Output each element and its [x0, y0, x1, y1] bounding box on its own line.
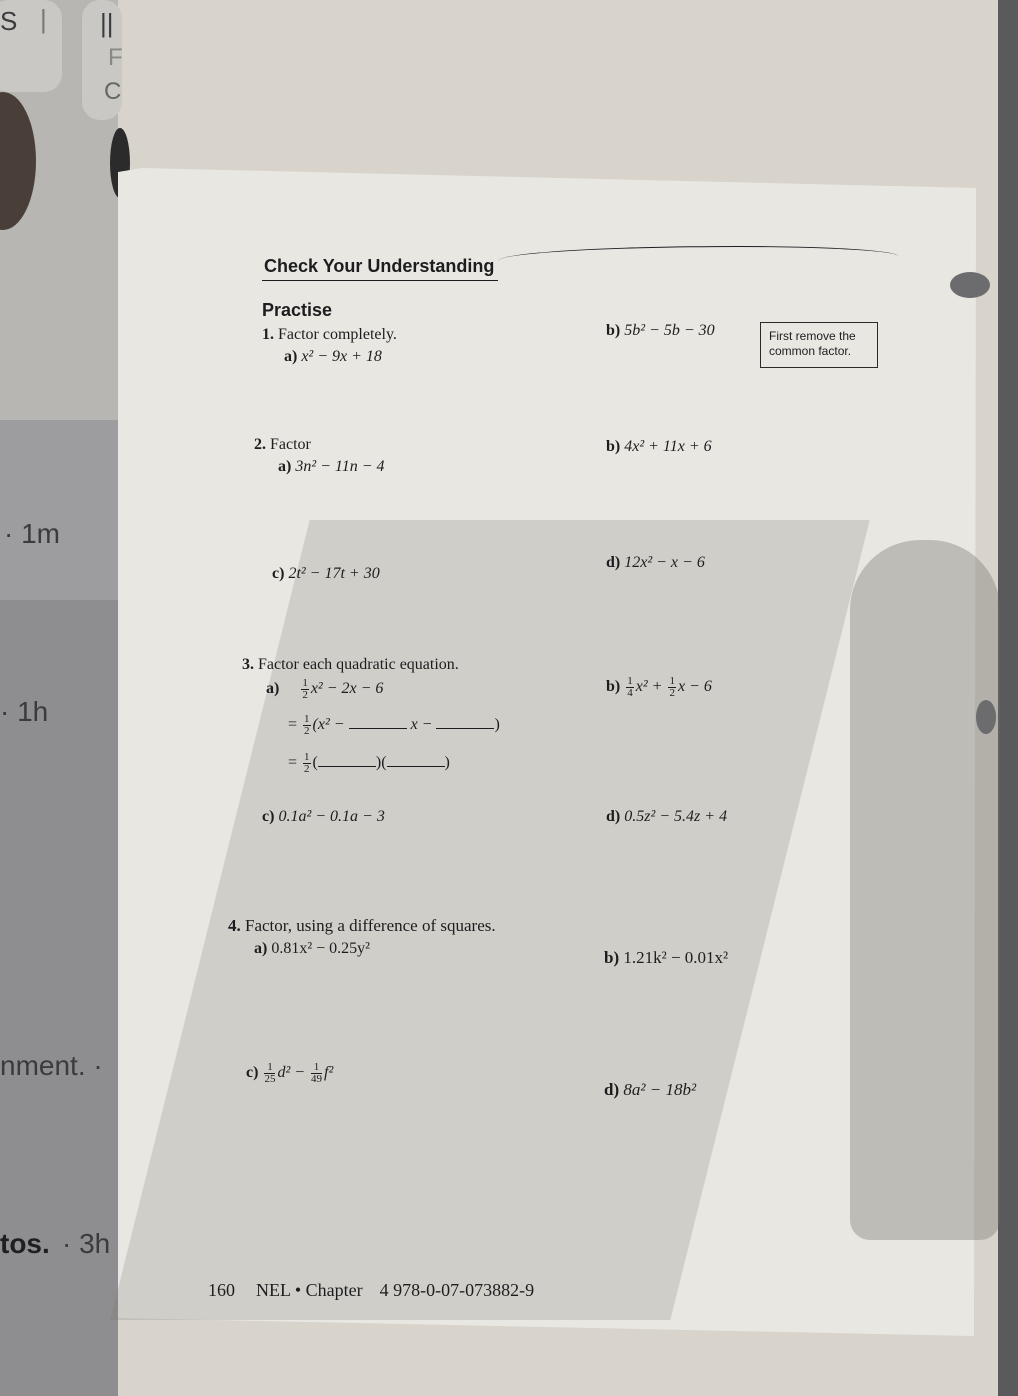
- publisher: NEL: [256, 1280, 291, 1300]
- part-label: b): [604, 948, 620, 967]
- question-prompt: Factor: [270, 436, 311, 453]
- question-4: [228, 916, 496, 936]
- q1-part-b: [606, 322, 715, 340]
- q1-part-a: [284, 348, 382, 366]
- subsection-title: Practise: [262, 300, 333, 320]
- page-number: 160: [208, 1280, 235, 1300]
- q3-part-b: b) $\frac{1}{4}$ x² + $\frac{1}{2}$ x − 6: [606, 675, 712, 699]
- isbn: 4 978-0-07-073882-9: [379, 1280, 535, 1300]
- question-prompt: Factor, using a difference of squares.: [245, 916, 496, 935]
- part-label: c): [262, 808, 275, 825]
- table-edge: [998, 0, 1018, 1396]
- expression: 8a² − 18b²: [623, 1080, 697, 1099]
- question-number: 4.: [228, 916, 241, 935]
- part-label: c): [246, 1064, 259, 1082]
- section-title: Check Your Understanding: [264, 256, 495, 276]
- q3-part-a: [266, 678, 383, 701]
- part-label: a): [284, 348, 298, 365]
- background-app-strip: [0, 0, 123, 1396]
- expression: x² − 9x + 18: [301, 348, 382, 365]
- strip-glyph: ||: [100, 8, 114, 38]
- q3-part-d: [606, 808, 727, 826]
- answer-blank[interactable]: [349, 716, 407, 729]
- question-number: 3.: [242, 656, 254, 673]
- q3-a-step-2: = $\frac{1}{2}$ ( )( ): [288, 751, 450, 775]
- q2-part-d: [606, 554, 705, 572]
- answer-blank[interactable]: [318, 754, 376, 767]
- q3-a-step-1: = $\frac{1}{2}$ (x² − x − ): [288, 713, 500, 737]
- title-rule: [262, 280, 498, 281]
- binder-hole: [976, 700, 996, 734]
- strip-glyph: |: [40, 4, 47, 34]
- expression: 1.21k² − 0.01x²: [623, 948, 729, 967]
- fraction: $\frac{1}{2}$: [302, 677, 308, 701]
- strip-glyph: S: [0, 6, 18, 36]
- fraction: $\frac{1}{4}$: [627, 675, 633, 699]
- hint-box: First remove the common factor.: [760, 322, 878, 368]
- expression: 5b² − 5b − 30: [624, 322, 715, 339]
- q3-part-c: [262, 808, 385, 826]
- expression: 0.5z² − 5.4z + 4: [624, 808, 728, 825]
- binder-hole: [950, 272, 990, 298]
- expression: 0.81x² − 0.25y²: [271, 940, 370, 957]
- feed-item-time: · 1h: [0, 696, 49, 727]
- expression: 4x² + 11x + 6: [624, 438, 712, 455]
- q2-part-a: [278, 458, 385, 476]
- part-label: b): [606, 678, 621, 696]
- separator: •: [294, 1280, 302, 1300]
- q4-part-d: [604, 1080, 696, 1100]
- part-label: b): [606, 322, 621, 339]
- answer-blank[interactable]: [387, 754, 445, 767]
- chapter-label: Chapter: [305, 1280, 363, 1300]
- part-label: a): [266, 680, 280, 698]
- q4-part-c: c) $\frac{1}{25}$ d² − $\frac{1}{49}$ f²: [246, 1061, 334, 1085]
- expression: 0.1a² − 0.1a − 3: [278, 808, 385, 825]
- page-footer: [208, 1280, 534, 1301]
- fraction: $\frac{1}{49}$: [311, 1061, 323, 1085]
- part-label: c): [272, 565, 285, 582]
- part-label: d): [604, 1080, 620, 1099]
- answer-blank[interactable]: [436, 716, 494, 729]
- part-label: a): [278, 458, 292, 475]
- feed-item-text: tos.: [0, 1228, 50, 1259]
- feed-item-time: · 1m: [4, 518, 60, 549]
- question-1: [262, 326, 397, 344]
- part-label: d): [606, 808, 621, 825]
- fraction: $\frac{1}{2}$: [669, 675, 675, 699]
- q2-part-b: [606, 438, 712, 456]
- feed-item-time: · 3h: [62, 1228, 111, 1259]
- part-label: d): [606, 554, 621, 571]
- q4-part-a: [254, 940, 370, 958]
- part-label: b): [606, 438, 621, 455]
- question-prompt: Factor each quadratic equation.: [258, 656, 459, 673]
- question-2: [254, 436, 311, 454]
- fraction: $\frac{1}{2}$: [304, 751, 310, 775]
- part-label: a): [254, 940, 268, 957]
- strip-glyph: C: [104, 78, 122, 105]
- fraction: $\frac{1}{2}$: [304, 713, 310, 737]
- strip-highlight-area: [0, 420, 118, 600]
- expression: 2t² − 17t + 30: [288, 565, 380, 582]
- question-number: 2.: [254, 436, 266, 453]
- expression: x² − 2x − 6: [310, 680, 384, 698]
- question-3: [242, 656, 459, 674]
- q4-part-b: [604, 948, 728, 968]
- question-prompt: Factor completely.: [278, 326, 397, 343]
- question-number: 1.: [262, 326, 274, 343]
- expression: 12x² − x − 6: [624, 554, 705, 571]
- q2-part-c: [272, 565, 380, 583]
- expression: 3n² − 11n − 4: [295, 458, 385, 475]
- shadow-overlay: [850, 540, 1000, 1240]
- strip-glyph: F: [108, 44, 123, 71]
- feed-item-text: nment. ·: [0, 1050, 103, 1081]
- fraction: $\frac{1}{25}$: [264, 1061, 276, 1085]
